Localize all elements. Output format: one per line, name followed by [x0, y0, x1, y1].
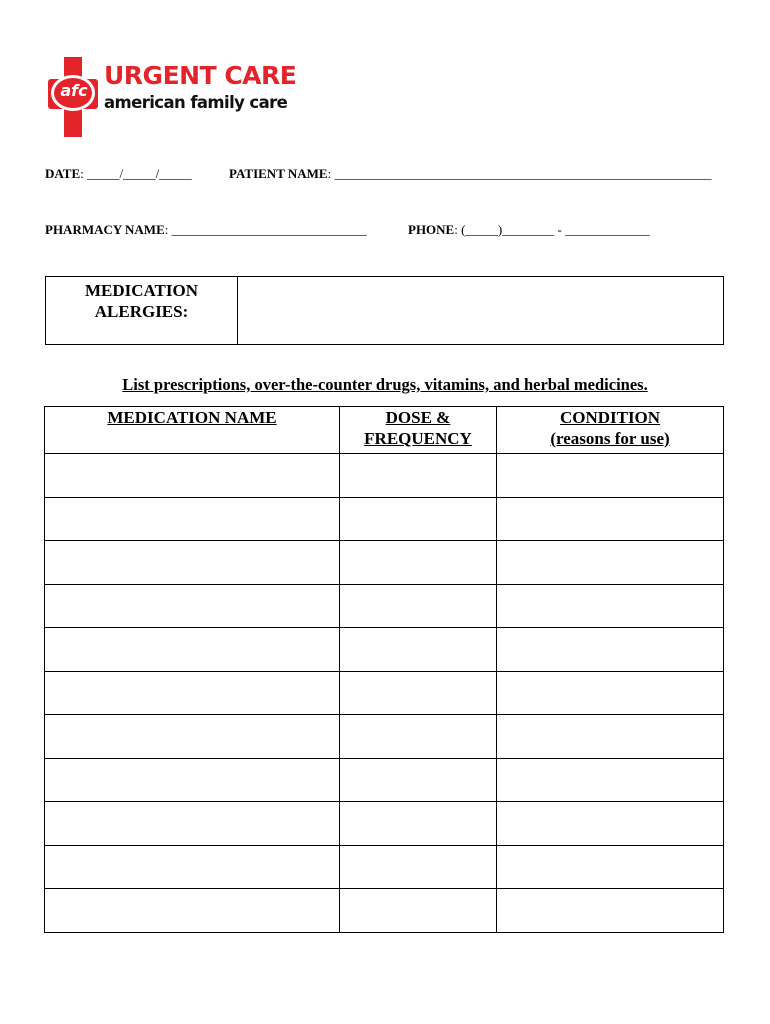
- medication-name-cell[interactable]: [45, 715, 340, 759]
- header-medication-name: MEDICATION NAME: [45, 407, 340, 454]
- header-condition: CONDITION (reasons for use): [497, 407, 724, 454]
- dose-frequency-cell[interactable]: [340, 628, 497, 672]
- medication-allergies-label: [46, 277, 238, 344]
- patient-name-blank[interactable]: : __________________________________________________________: [327, 166, 712, 181]
- condition-cell[interactable]: [497, 497, 724, 541]
- medication-name-cell[interactable]: [45, 497, 340, 541]
- condition-cell[interactable]: [497, 715, 724, 759]
- table-row: [45, 802, 724, 846]
- pharmacy-name-field[interactable]: [45, 222, 367, 238]
- condition-cell[interactable]: [497, 889, 724, 933]
- logo-badge-text: afc: [60, 81, 88, 100]
- dose-frequency-cell[interactable]: [340, 584, 497, 628]
- logo-american-family-care-text: american family care: [104, 93, 288, 112]
- table-row: [45, 845, 724, 889]
- table-row: [45, 497, 724, 541]
- condition-cell[interactable]: [497, 628, 724, 672]
- dose-frequency-cell[interactable]: [340, 715, 497, 759]
- condition-cell[interactable]: [497, 584, 724, 628]
- table-row: [45, 454, 724, 498]
- phone-blank[interactable]: : (_____)________ - _____________: [454, 222, 650, 237]
- dose-frequency-cell[interactable]: [340, 541, 497, 585]
- medication-name-cell[interactable]: [45, 758, 340, 802]
- medication-name-cell[interactable]: [45, 541, 340, 585]
- table-row: [45, 715, 724, 759]
- date-field[interactable]: [45, 166, 192, 182]
- condition-cell[interactable]: [497, 845, 724, 889]
- table-row: [45, 584, 724, 628]
- dose-frequency-cell[interactable]: [340, 845, 497, 889]
- condition-cell[interactable]: [497, 758, 724, 802]
- afc-urgent-care-logo: [46, 55, 297, 145]
- medication-name-cell[interactable]: [45, 845, 340, 889]
- medication-name-cell[interactable]: [45, 628, 340, 672]
- logo-urgent-care-text: URGENT CARE: [104, 61, 297, 90]
- phone-label: PHONE: [408, 222, 455, 237]
- phone-field[interactable]: [408, 222, 650, 238]
- header-dose-frequency: DOSE & FREQUENCY: [340, 407, 497, 454]
- dose-frequency-cell[interactable]: [340, 671, 497, 715]
- condition-cell[interactable]: [497, 671, 724, 715]
- patient-name-label: PATIENT NAME: [229, 166, 328, 181]
- table-row: [45, 671, 724, 715]
- dose-frequency-cell[interactable]: [340, 802, 497, 846]
- dose-frequency-cell[interactable]: [340, 454, 497, 498]
- instructions-text: List prescriptions, over-the-counter drugs, vitamins, and herbal medicines.: [122, 375, 648, 394]
- medication-name-cell[interactable]: [45, 584, 340, 628]
- medication-name-cell[interactable]: [45, 889, 340, 933]
- condition-cell[interactable]: [497, 802, 724, 846]
- date-blank[interactable]: : _____/_____/_____: [80, 166, 192, 181]
- medication-allergies-input[interactable]: [239, 277, 723, 344]
- medication-name-cell[interactable]: [45, 454, 340, 498]
- pharmacy-name-blank[interactable]: : ______________________________: [164, 222, 367, 237]
- medication-table: [44, 406, 724, 933]
- medication-name-cell[interactable]: [45, 802, 340, 846]
- medication-name-cell[interactable]: [45, 671, 340, 715]
- allergies-label-line2: ALERGIES:: [94, 302, 189, 321]
- patient-name-field[interactable]: [229, 166, 711, 182]
- table-header-row: [45, 407, 724, 454]
- table-row: [45, 628, 724, 672]
- condition-cell[interactable]: [497, 454, 724, 498]
- date-label: DATE: [45, 166, 81, 181]
- medication-table-body: [45, 454, 724, 933]
- pharmacy-name-label: PHARMACY NAME: [45, 222, 165, 237]
- dose-frequency-cell[interactable]: [340, 497, 497, 541]
- table-row: [45, 758, 724, 802]
- condition-cell[interactable]: [497, 541, 724, 585]
- table-row: [45, 889, 724, 933]
- dose-frequency-cell[interactable]: [340, 889, 497, 933]
- allergies-label-line1: MEDICATION: [84, 281, 199, 300]
- table-row: [45, 541, 724, 585]
- medication-allergies-box: [45, 276, 724, 345]
- dose-frequency-cell[interactable]: [340, 758, 497, 802]
